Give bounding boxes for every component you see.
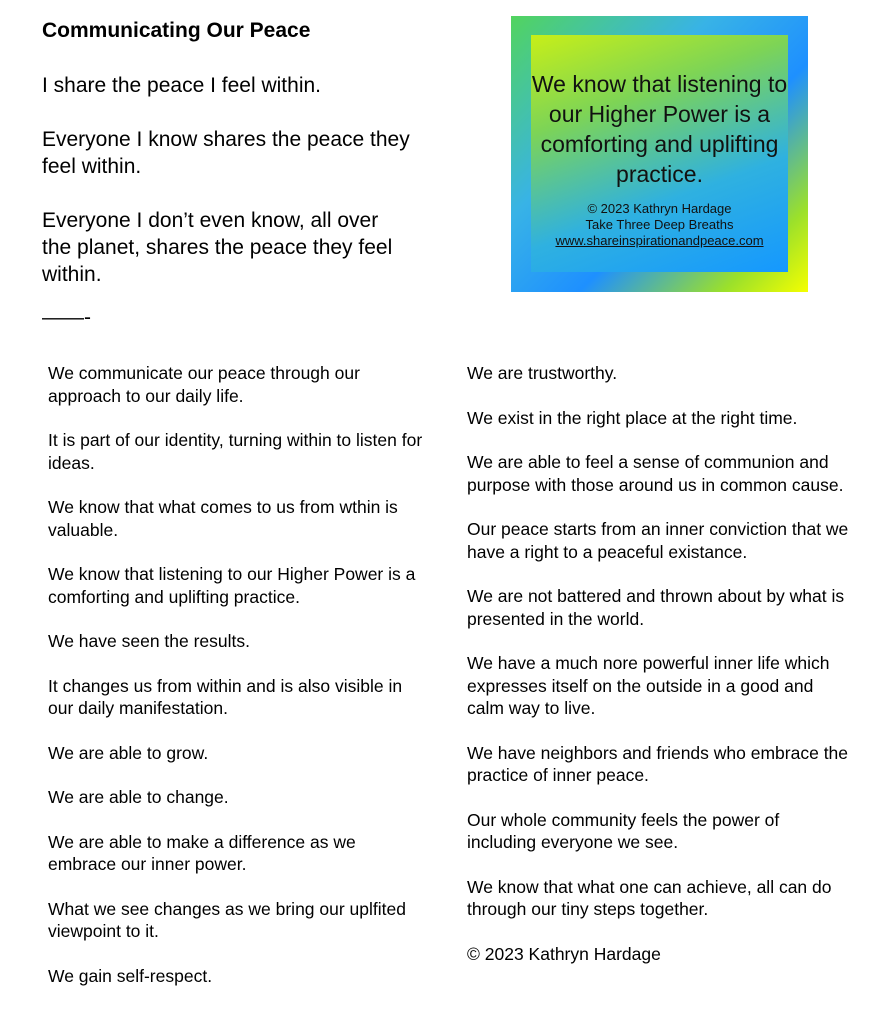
paragraph: We have seen the results.	[48, 631, 251, 651]
paragraph: We are trustworthy.	[467, 363, 618, 383]
separator: ——-	[42, 306, 91, 329]
intro-verses	[42, 72, 482, 315]
right-column	[467, 362, 852, 987]
paragraph: We are able to grow.	[48, 742, 209, 763]
paragraph: We are able to make a difference as we embrace our inner power.	[48, 831, 356, 874]
card-copyright: © 2023 Kathryn Hardage	[587, 201, 732, 216]
paragraph: We have neighbors and friends who embrace the practice of inner peace.	[467, 742, 849, 785]
paragraph: Our peace starts from an inner conviction that we have a right to a peaceful existance.	[467, 519, 849, 562]
paragraph: We gain self-respect.	[48, 965, 213, 986]
paragraph: We know that what one can achieve, all can do through our tiny steps together.	[467, 876, 832, 919]
card-credit	[531, 201, 788, 249]
quote-card-inner	[531, 35, 788, 272]
paragraph: We exist in the right place at the right time.	[467, 407, 798, 428]
page-title: Communicating Our Peace	[42, 19, 311, 42]
paragraph: We have a much nore powerful inner life which expresses itself on the outside in a good and calm way to live.	[467, 653, 830, 718]
paragraph: We are able to change.	[48, 787, 229, 807]
intro-verse: Everyone I know shares the peace they feel within.	[42, 128, 410, 178]
card-subtitle: Take Three Deep Breaths	[585, 217, 734, 232]
paragraph: It is part of our identity, turning within to listen for ideas.	[48, 430, 423, 473]
quote-card-image	[511, 16, 808, 292]
card-quote: We know that listening to our Higher Power is a comforting and uplifting practice.	[531, 71, 788, 187]
paragraph: Our whole community feels the power of including everyone we see.	[467, 809, 780, 852]
paragraph: We know that listening to our Higher Power is a comforting and uplifting practice.	[48, 564, 416, 607]
left-column	[48, 362, 428, 1009]
paragraph: What we see changes as we bring our uplfited viewpoint to it.	[48, 898, 406, 941]
paragraph: It changes us from within and is also visible in our daily manifestation.	[48, 675, 403, 718]
paragraph: We communicate our peace through our approach to our daily life.	[48, 363, 360, 406]
card-url-link[interactable]: www.shareinspirationandpeace.com	[555, 233, 764, 248]
paragraph: We are not battered and thrown about by what is presented in the world.	[467, 586, 845, 629]
intro-verse: Everyone I don’t even know, all over the planet, shares the peace they feel within.	[42, 209, 393, 286]
paragraph: We are able to feel a sense of communion and purpose with those around us in common cause.	[467, 452, 844, 495]
intro-verse: I share the peace I feel within.	[42, 74, 321, 97]
copyright: © 2023 Kathryn Hardage	[467, 943, 661, 964]
paragraph: We know that what comes to us from wthin is valuable.	[48, 497, 398, 540]
